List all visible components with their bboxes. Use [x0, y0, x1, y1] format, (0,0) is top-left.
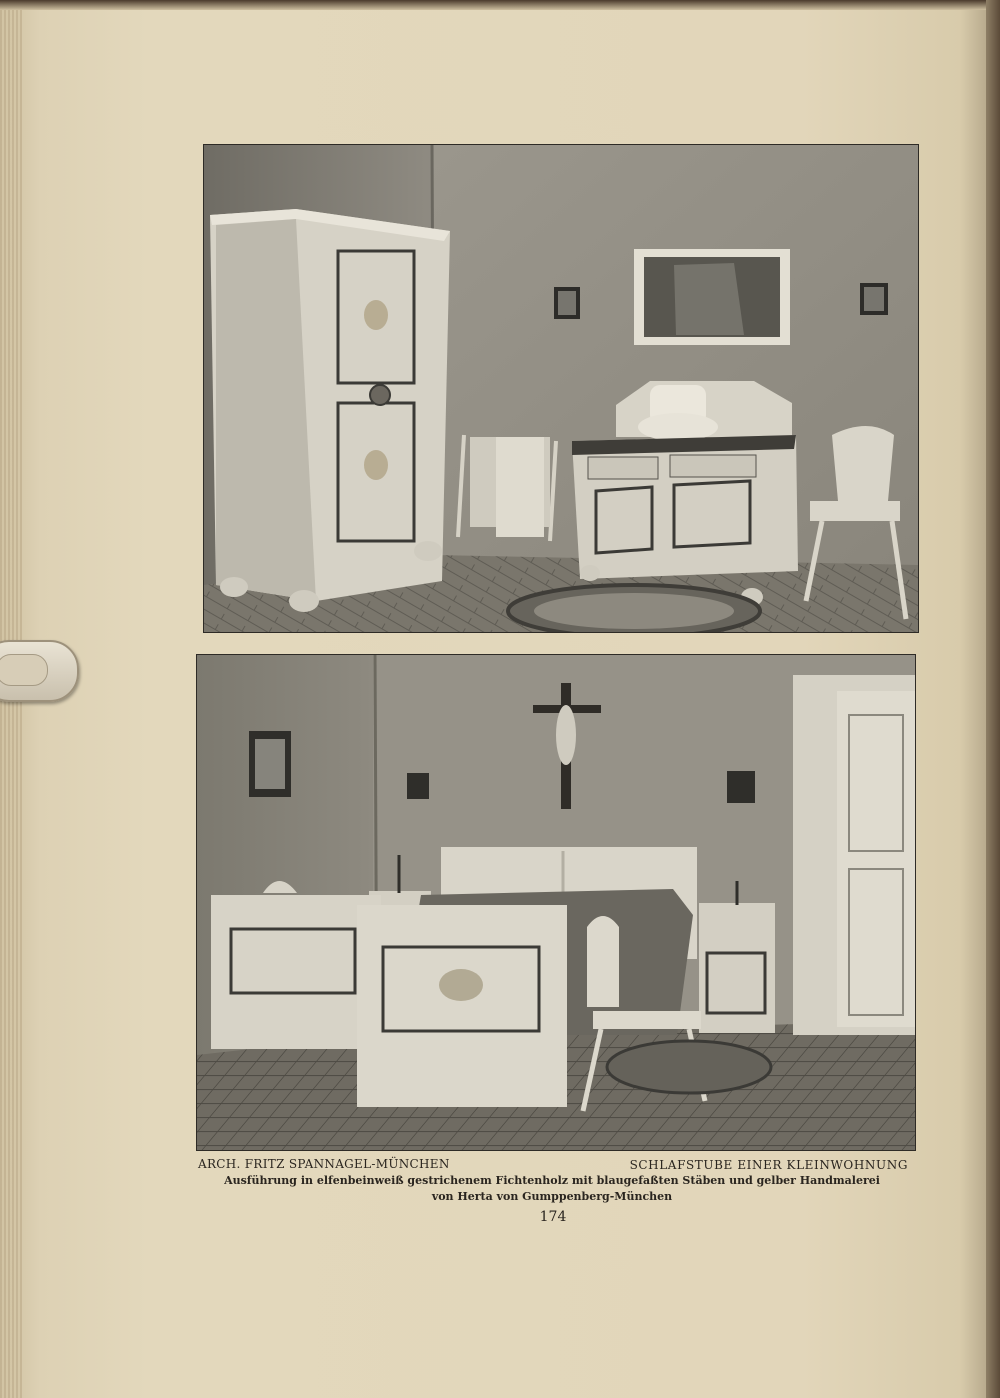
page-top-edge: [0, 0, 1000, 10]
photo-beds-crucifix-image: [197, 655, 915, 1150]
book-spine-edge: [986, 0, 1000, 1398]
caption-title: SCHLAFSTUBE EINER KLEINWOHNUNG: [629, 1158, 908, 1172]
page-number: [0, 1209, 1000, 1225]
caption-description-line2-text: von Herta von Gumppenberg-München: [431, 1190, 673, 1203]
photo-wardrobe-washstand-image: [204, 145, 918, 632]
page-number-text: 174: [539, 1209, 567, 1225]
caption-architect: ARCH. FRITZ SPANNAGEL-MÜNCHEN: [198, 1157, 450, 1171]
bookmark-clip[interactable]: [0, 640, 79, 702]
caption-description-line1: [0, 1174, 1000, 1187]
bookmark-clip-hole: [0, 654, 48, 686]
photo-wardrobe-washstand: [203, 144, 919, 633]
photo-beds-crucifix: [196, 654, 916, 1151]
caption-description-line1-text: Ausführung in elfenbeinweiß gestrichenem Fichtenholz mit blaugefaßten Stäben und gelber Handmalerei: [224, 1174, 880, 1187]
caption-description-line2: [0, 1190, 1000, 1203]
